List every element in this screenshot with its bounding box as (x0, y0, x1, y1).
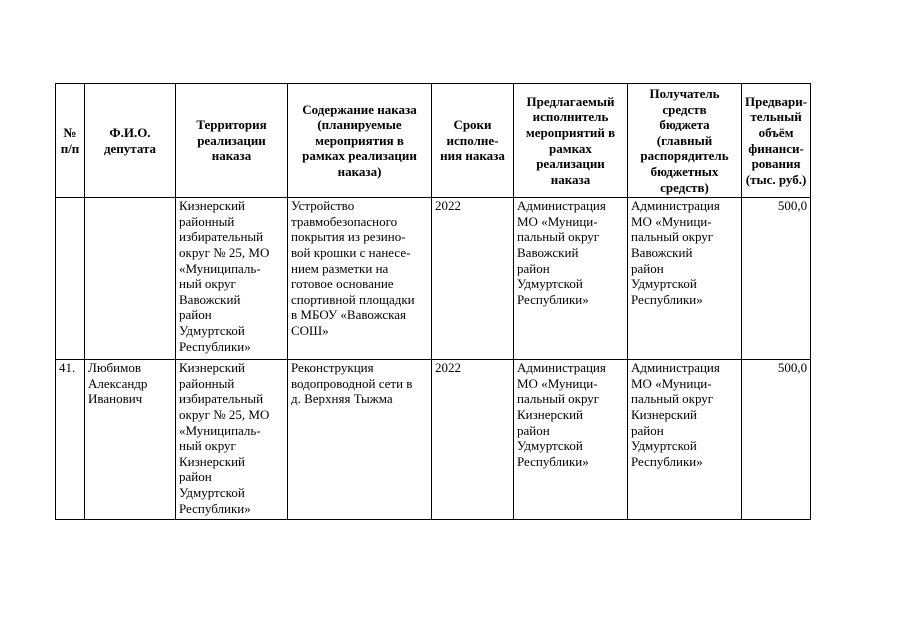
cell-line: Республики» (179, 500, 251, 516)
cell-line: Республики» (631, 291, 703, 307)
cell-line: МО «Муници- (631, 375, 712, 391)
header-fio (85, 84, 176, 198)
cell-executor (514, 360, 628, 520)
cell-line: пальный округ (517, 391, 600, 407)
cell-line: (планируемые (317, 117, 402, 133)
cell-line: реализации (197, 132, 266, 148)
cell-amount: 500,0 (742, 198, 811, 360)
cell-line: исполне- (446, 132, 499, 148)
cell-line: пальный округ (517, 229, 600, 245)
cell-line: районный (179, 213, 235, 229)
header-row (56, 84, 811, 198)
cell-line: тельный (750, 109, 802, 125)
cell-line: распорядитель (640, 148, 729, 164)
cell-line: объём (758, 124, 794, 140)
cell-line: наказа (550, 171, 591, 187)
table-row (56, 360, 811, 520)
cell-territory (176, 360, 288, 520)
cell-line: Кизнерский (179, 453, 245, 469)
cell-line: спортивной площадки (291, 291, 415, 307)
cell-line: Республики» (631, 453, 703, 469)
cell-terms: 2022 (432, 198, 514, 360)
cell-line: район (179, 307, 212, 323)
cell-line: д. Верхняя Тыжма (291, 391, 393, 407)
header-num (56, 84, 85, 198)
cell-line: мероприятий в (525, 124, 616, 140)
cell-line: ный округ (179, 438, 236, 454)
cell-line: Удмуртской (517, 438, 583, 454)
cell-line: Удмуртской (631, 276, 697, 292)
cell-line: Удмуртской (517, 276, 583, 292)
header-executor (514, 84, 628, 198)
cell-line: Сроки (453, 117, 492, 133)
cell-line: Содержание наказа (302, 101, 417, 117)
cell-num (56, 198, 85, 360)
cell-line: район (179, 469, 212, 485)
cell-line: наказа (211, 148, 252, 164)
cell-line: Удмуртской (179, 484, 245, 500)
cell-line: Кизнерский (631, 406, 697, 422)
cell-line: Александр (88, 375, 148, 391)
deputy-orders-table (55, 83, 811, 520)
cell-line: МО «Муници- (517, 375, 598, 391)
cell-line: Предвари- (745, 93, 808, 109)
header-territory (176, 84, 288, 198)
cell-line: Иванович (88, 391, 143, 407)
cell-line: Кизнерский (517, 406, 583, 422)
cell-line: исполнитель (532, 109, 609, 125)
cell-line: мероприятия в (315, 132, 404, 148)
cell-line: Удмуртской (631, 438, 697, 454)
cell-line: округ № 25, МО (179, 244, 270, 260)
cell-line: рамках (549, 140, 592, 156)
header-recipient (628, 84, 742, 198)
cell-recipient (628, 198, 742, 360)
cell-line: вой крошки с нанесе- (291, 244, 411, 260)
cell-line: (тыс. руб.) (745, 171, 807, 187)
cell-line: избирательный (179, 391, 264, 407)
cell-line: депутата (103, 140, 157, 156)
cell-recipient (628, 360, 742, 520)
cell-line: Ф.И.О. (109, 124, 151, 140)
cell-line: Республики» (517, 291, 589, 307)
cell-line: район (517, 260, 550, 276)
cell-line: рования (751, 156, 801, 172)
cell-line: покрытия из резино- (291, 229, 406, 245)
cell-line: район (517, 422, 550, 438)
cell-line: Предлагаемый (526, 93, 615, 109)
cell-line: нием разметки на (291, 260, 389, 276)
cell-line: Республики» (517, 453, 589, 469)
cell-line: средств (662, 101, 707, 117)
header-content (288, 84, 432, 198)
cell-line: районный (179, 375, 235, 391)
cell-line: район (631, 422, 664, 438)
cell-line: Устройство (291, 198, 355, 214)
cell-amount: 500,0 (742, 360, 811, 520)
cell-line: травмобезопасного (291, 213, 398, 229)
cell-line: Удмуртской (179, 322, 245, 338)
cell-line: Администрация (517, 198, 606, 214)
cell-line: ный округ (179, 276, 236, 292)
cell-line: Вавожский (631, 244, 693, 260)
cell-line: бюджета (659, 117, 710, 133)
cell-line: МО «Муници- (631, 213, 712, 229)
cell-line: в МБОУ «Вавожская (291, 307, 406, 323)
cell-line: готовое основание (291, 276, 394, 292)
cell-line: финанси- (748, 140, 804, 156)
cell-line: п/п (60, 140, 80, 156)
cell-line: ния наказа (440, 148, 505, 164)
cell-line: Администрация (517, 360, 606, 376)
cell-territory (176, 198, 288, 360)
cell-line: Вавожский (179, 291, 241, 307)
cell-line: реализации (536, 156, 605, 172)
cell-executor (514, 198, 628, 360)
cell-line: Кизнерский (179, 198, 245, 214)
cell-line: «Муниципаль- (179, 260, 261, 276)
table-row (56, 198, 811, 360)
cell-line: наказа) (337, 163, 382, 179)
cell-line: пальный округ (631, 391, 714, 407)
cell-line: СОШ» (291, 322, 329, 338)
cell-line: Администрация (631, 360, 720, 376)
cell-line: бюджетных (650, 163, 719, 179)
cell-line: № (63, 124, 77, 140)
cell-line: Любимов (88, 360, 141, 376)
cell-line: Реконструкция (291, 360, 374, 376)
cell-line: избирательный (179, 229, 264, 245)
cell-content (288, 360, 432, 520)
cell-fio (85, 360, 176, 520)
cell-line: «Муниципаль- (179, 422, 261, 438)
cell-line: МО «Муници- (517, 213, 598, 229)
cell-line: пальный округ (631, 229, 714, 245)
cell-line: Вавожский (517, 244, 579, 260)
cell-content (288, 198, 432, 360)
cell-line: (главный (656, 132, 713, 148)
cell-fio (85, 198, 176, 360)
cell-line: район (631, 260, 664, 276)
cell-terms: 2022 (432, 360, 514, 520)
cell-line: средств) (660, 179, 709, 195)
cell-line: Территория (196, 117, 267, 133)
cell-line: водопроводной сети в (291, 375, 413, 391)
cell-num: 41. (56, 360, 85, 520)
cell-line: Республики» (179, 338, 251, 354)
header-amount (742, 84, 811, 198)
cell-line: округ № 25, МО (179, 406, 270, 422)
cell-line: Администрация (631, 198, 720, 214)
cell-line: рамках реализации (302, 148, 417, 164)
cell-line: Кизнерский (179, 360, 245, 376)
cell-line: Получатель (649, 86, 720, 101)
header-terms (432, 84, 514, 198)
